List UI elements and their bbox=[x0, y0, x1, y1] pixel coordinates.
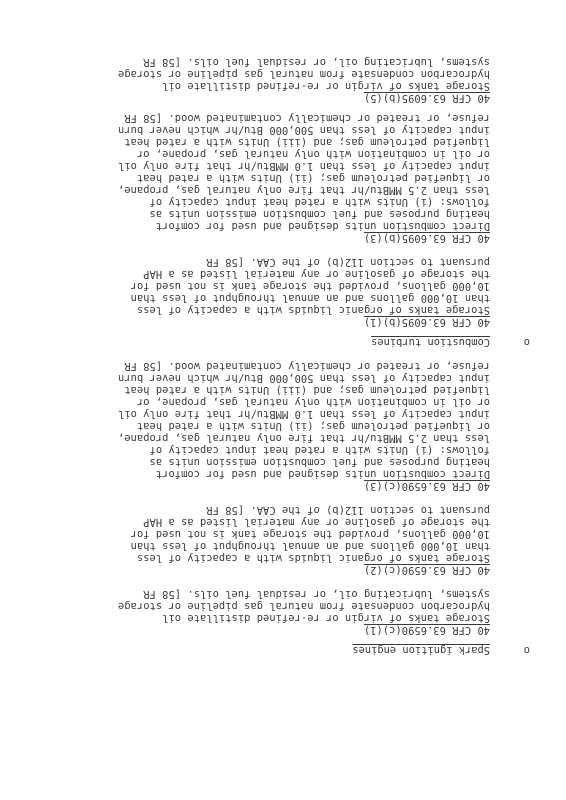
text-line: the storage of gasoline or any material listed as a HAP bbox=[143, 516, 490, 528]
text-line: hydrocarbon condensate from natural gas pipeline or storage bbox=[117, 68, 490, 80]
text-line: hydrocarbon condensate from natural gas pipeline or storage bbox=[117, 600, 490, 612]
text-line: less than 2.5 MMBtu/hr that fire only natural gas, propane, bbox=[117, 184, 490, 196]
text-line: the storage of gasoline or any material listed as a HAP bbox=[143, 268, 490, 280]
citation: 40 CFR 63.6590(c)(1) bbox=[363, 624, 490, 636]
text-line: heating purposes and fuel combustion emission units as bbox=[149, 456, 490, 468]
citation: 40 CFR 63.6095(b)(3) bbox=[363, 232, 490, 244]
text-line: or liquefied petroleum gas; (ii) Units with a rated heat bbox=[136, 172, 490, 184]
text-line: input capacity of less than 500,000 Btu/hr which never burn bbox=[117, 124, 490, 136]
citation: 40 CFR 63.6590(c)(3) bbox=[363, 480, 490, 492]
text-line: liquefied petroleum gas; and (iii) Units with a rated heat bbox=[124, 136, 490, 148]
text-line: refuse, or treated or chemically contaminated wood. [58 FR bbox=[124, 112, 490, 124]
citation: 40 CFR 63.6095(b)(5) bbox=[363, 92, 490, 104]
citation: 40 CFR 63.6095(b)(1) bbox=[363, 316, 490, 328]
text-line: Storage tanks of virgin or re-refined distillate oil bbox=[162, 80, 490, 92]
text-line: 10,000 gallons, provided the storage tank is not used for bbox=[130, 280, 490, 292]
text-line: systems, lubricating oil, or residual fuel oils. [58 FR bbox=[143, 588, 490, 600]
text-line: input capacity of less than 500,000 Btu/hr which never burn bbox=[117, 372, 490, 384]
text-line: Direct combustion units designed and used for comfort bbox=[155, 220, 490, 232]
text-line: pursuant to section 112(b) of the CAA. [58 FR bbox=[206, 504, 490, 516]
section-heading: Combustion turbines bbox=[371, 336, 490, 348]
section-bullet: o bbox=[523, 336, 530, 348]
text-line: or oil in combination with only natural gas, propane, or bbox=[136, 396, 490, 408]
section-bullet: o bbox=[523, 644, 530, 656]
text-line: pursuant to section 112(b) of the CAA. [58 FR bbox=[206, 256, 490, 268]
text-line: refuse, or treated or chemically contaminated wood. [58 FR bbox=[124, 360, 490, 372]
text-line: follows: (i) Units with a rated heat input capacity of bbox=[149, 444, 490, 456]
text-line: Storage tanks of organic liquids with a capacity of less bbox=[136, 552, 490, 564]
section-heading: Spark ignition engines bbox=[352, 644, 490, 656]
text-line: systems, lubricating oil, or residual fuel oils. [58 FR bbox=[143, 56, 490, 68]
text-line: follows: (i) Units with a rated heat input capacity of bbox=[149, 196, 490, 208]
text-line: 10,000 gallons, provided the storage tank is not used for bbox=[130, 528, 490, 540]
text-line: liquefied petroleum gas; and (iii) Units with a rated heat bbox=[124, 384, 490, 396]
text-line: input capacity of less than 1.0 MMBtu/hr that fire only oil bbox=[117, 160, 490, 172]
text-line: Storage tanks of virgin or re-refined distillate oil bbox=[162, 612, 490, 624]
text-line: or oil in combination with only natural gas, propane, or bbox=[136, 148, 490, 160]
text-line: heating purposes and fuel combustion emission units as bbox=[149, 208, 490, 220]
text-line: less than 2.5 MMBtu/hr that fire only natural gas, propane, bbox=[117, 432, 490, 444]
text-line: than 10,000 gallons and an annual throughput of less than bbox=[130, 540, 490, 552]
citation: 40 CFR 63.6590(c)(2) bbox=[363, 564, 490, 576]
text-line: Direct combustion units designed and used for comfort bbox=[155, 468, 490, 480]
text-line: Storage tanks of organic liquids with a capacity of less bbox=[136, 304, 490, 316]
text-line: input capacity of less than 1.0 MMBtu/hr that fire only oil bbox=[117, 408, 490, 420]
text-line: than 10,000 gallons and an annual throughput of less than bbox=[130, 292, 490, 304]
text-line: or liquefied petroleum gas; (ii) Units with a rated heat bbox=[136, 420, 490, 432]
